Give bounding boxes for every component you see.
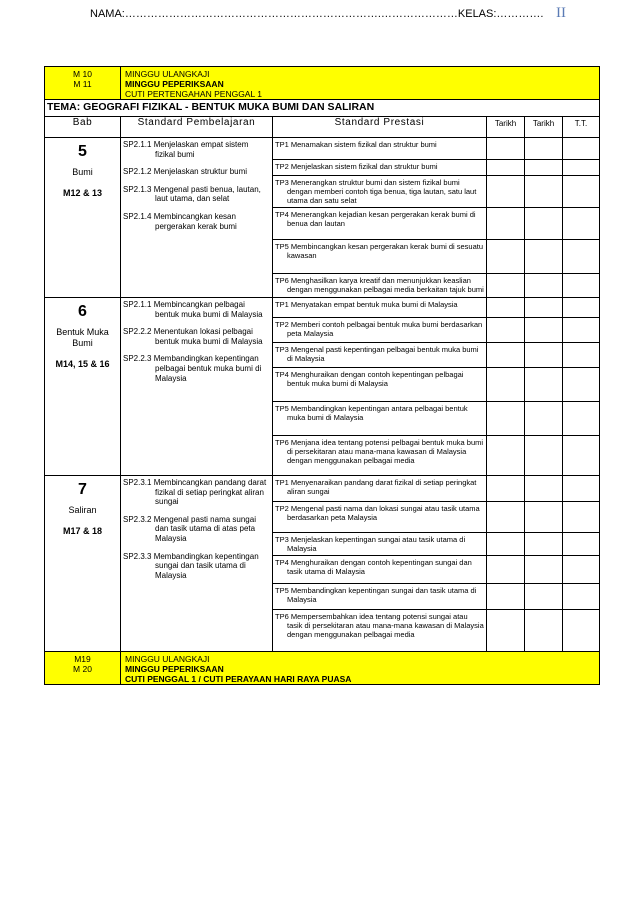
bab-name: Saliran <box>68 505 97 516</box>
sp-item: SP2.3.1 Membincangkan pandang darat fizikal di setiap peringkat aliran sungai <box>123 478 267 507</box>
tarikh-cell[interactable] <box>487 208 525 240</box>
tp-item: TP4 Menerangkan kejadian kesan pergerakan kerak bumi di benua dan lautan <box>275 210 476 228</box>
tp-item: TP4 Menghuraikan dengan contoh kepentingan pelbagai bentuk muka bumi di Malaysia <box>275 370 464 388</box>
col-tarikh-2: Tarikh <box>525 117 563 138</box>
week-info-line: CUTI PENGGAL 1 / CUTI PERAYAAN HARI RAYA PUASA <box>125 674 352 684</box>
tt-cell[interactable] <box>563 343 600 368</box>
tp-item: TP5 Membandingkan kepentingan sungai dan tasik utama di Malaysia <box>275 586 477 604</box>
tt-cell[interactable] <box>563 502 600 533</box>
tarikh-cell[interactable] <box>525 160 563 176</box>
tarikh-cell[interactable] <box>487 298 525 318</box>
sp-item: SP2.1.3 Mengenal pasti benua, lautan, laut utama, dan selat <box>123 184 261 204</box>
tp-item: TP6 Menghasilkan karya kreatif dan menunjukkan keaslian dengan menggunakan pelbagai media berkaitan tajuk bumi <box>275 276 484 294</box>
tp-item: TP2 Mengenal pasti nama dan lokasi sungai atau tasik utama berdasarkan peta Malaysia <box>275 504 480 522</box>
tarikh-cell[interactable] <box>525 436 563 476</box>
tarikh-cell[interactable] <box>525 402 563 436</box>
tarikh-cell[interactable] <box>487 368 525 402</box>
col-tarikh-1: Tarikh <box>487 117 525 138</box>
standard-prestasi-cell <box>273 610 487 652</box>
standard-prestasi-cell <box>273 436 487 476</box>
tt-cell[interactable] <box>563 584 600 610</box>
tp-row <box>45 298 600 318</box>
tarikh-cell[interactable] <box>487 436 525 476</box>
standard-pembelajaran-cell <box>121 298 273 476</box>
tt-cell[interactable] <box>563 533 600 556</box>
tp-item: TP3 Menjelaskan kepentingan sungai atau tasik utama di Malaysia <box>275 535 466 553</box>
standard-prestasi-cell <box>273 402 487 436</box>
tp-item: TP6 Mempersembahkan idea tentang potensi sungai atau tasik di persekitaran atau mana-mana kawasan di Malaysia dengan menggunakan pelbagai media <box>275 612 484 639</box>
sp-item: SP2.1.4 Membincangkan kesan pergerakan kerak bumi <box>123 211 237 231</box>
tt-cell[interactable] <box>563 274 600 298</box>
tt-cell[interactable] <box>563 318 600 343</box>
col-standard-prestasi: Standard Prestasi <box>273 117 487 138</box>
standard-prestasi-cell <box>273 138 487 160</box>
tarikh-cell[interactable] <box>525 584 563 610</box>
tarikh-cell[interactable] <box>525 502 563 533</box>
standard-prestasi-cell <box>273 176 487 208</box>
bab-number: 7 <box>78 481 87 498</box>
top-weeks-cell <box>45 67 121 100</box>
tt-cell[interactable] <box>563 476 600 502</box>
tt-cell[interactable] <box>563 610 600 652</box>
sp-item: SP2.3.3 Membandingkan kepentingan sungai dan tasik utama di Malaysia <box>123 551 259 580</box>
tarikh-cell[interactable] <box>487 274 525 298</box>
week-info-line: CUTI PERTENGAHAN PENGGAL 1 <box>125 89 262 99</box>
tp-item: TP6 Menjana idea tentang potensi pelbagai bentuk muka bumi di persekitaran atau mana-mana kawasan di Malaysia dengan menggunakan pelbagai media <box>275 438 484 465</box>
bottom-weeks-row <box>45 652 600 685</box>
tarikh-cell[interactable] <box>487 240 525 274</box>
standard-prestasi-cell <box>273 533 487 556</box>
tp-item: TP3 Mengenal pasti kepentingan pelbagai bentuk muka bumi di Malaysia <box>275 345 479 363</box>
tarikh-cell[interactable] <box>487 343 525 368</box>
standard-prestasi-cell <box>273 502 487 533</box>
standard-prestasi-cell <box>273 274 487 298</box>
bab-cell <box>45 138 121 298</box>
week-label: M 11 <box>73 79 92 89</box>
standard-prestasi-cell <box>273 476 487 502</box>
tt-cell[interactable] <box>563 556 600 584</box>
column-header-row <box>45 117 600 138</box>
week-info-line: MINGGU ULANGKAJI <box>125 654 210 664</box>
tarikh-cell[interactable] <box>487 556 525 584</box>
col-bab: Bab <box>45 117 121 138</box>
tarikh-cell[interactable] <box>487 318 525 343</box>
bab-weeks: M17 & 18 <box>62 525 103 536</box>
tarikh-cell[interactable] <box>525 610 563 652</box>
bottom-weeks-cell <box>45 652 121 685</box>
tarikh-cell[interactable] <box>525 476 563 502</box>
tarikh-cell[interactable] <box>525 208 563 240</box>
standard-prestasi-cell <box>273 318 487 343</box>
tema-title: TEMA: GEOGRAFI FIZIKAL - BENTUK MUKA BUMI DAN SALIRAN <box>45 100 600 117</box>
tp-item: TP5 Membincangkan kesan pergerakan kerak bumi di sesuatu kawasan <box>275 242 484 260</box>
tt-cell[interactable] <box>563 402 600 436</box>
tarikh-cell[interactable] <box>525 556 563 584</box>
bab-number: 5 <box>78 143 87 160</box>
week-label: M19 <box>74 654 91 664</box>
tp-item: TP2 Memberi contoh pelbagai bentuk muka bumi berdasarkan peta Malaysia <box>275 320 483 338</box>
tarikh-cell[interactable] <box>525 343 563 368</box>
tarikh-cell[interactable] <box>487 138 525 160</box>
top-weeks-row <box>45 67 600 100</box>
tarikh-cell[interactable] <box>487 160 525 176</box>
bab-cell <box>45 476 121 652</box>
standard-prestasi-cell <box>273 298 487 318</box>
week-info-line: MINGGU ULANGKAJI <box>125 69 210 79</box>
bottom-weeks-info <box>121 652 600 685</box>
tt-cell[interactable] <box>563 176 600 208</box>
tarikh-cell[interactable] <box>525 138 563 160</box>
tarikh-cell[interactable] <box>525 368 563 402</box>
tarikh-cell[interactable] <box>487 610 525 652</box>
tp-row <box>45 138 600 160</box>
tarikh-cell[interactable] <box>525 298 563 318</box>
tarikh-cell[interactable] <box>525 533 563 556</box>
tarikh-cell[interactable] <box>525 318 563 343</box>
sp-item: SP2.1.1 Membincangkan pelbagai bentuk muka bumi di Malaysia <box>123 300 263 319</box>
sp-item: SP2.1.1 Menjelaskan empat sistem fizikal bumi <box>123 140 249 159</box>
tt-cell[interactable] <box>563 368 600 402</box>
col-standard-pembelajaran: Standard Pembelajaran <box>121 117 273 138</box>
tema-row <box>45 100 600 117</box>
tarikh-cell[interactable] <box>487 402 525 436</box>
tt-cell[interactable] <box>563 208 600 240</box>
tp-item: TP1 Menamakan sistem fizikal dan struktur bumi <box>275 140 437 149</box>
tp-row <box>45 476 600 502</box>
tarikh-cell[interactable] <box>525 240 563 274</box>
standard-pembelajaran-cell <box>121 476 273 652</box>
tt-cell[interactable] <box>563 298 600 318</box>
bab-weeks: M14, 15 & 16 <box>55 358 110 369</box>
tt-cell[interactable] <box>563 138 600 160</box>
bab-name: Bumi <box>72 167 93 178</box>
tt-cell[interactable] <box>563 160 600 176</box>
tarikh-cell[interactable] <box>487 584 525 610</box>
tt-cell[interactable] <box>563 436 600 476</box>
week-info-line: MINGGU PEPERIKSAAN <box>125 664 224 674</box>
standard-prestasi-cell <box>273 240 487 274</box>
standard-prestasi-cell <box>273 343 487 368</box>
standard-prestasi-cell <box>273 556 487 584</box>
tarikh-cell[interactable] <box>525 176 563 208</box>
tarikh-cell[interactable] <box>487 176 525 208</box>
standard-prestasi-cell <box>273 584 487 610</box>
bab-weeks: M12 & 13 <box>62 187 103 198</box>
scheme-of-work-table <box>44 66 600 685</box>
tarikh-cell[interactable] <box>487 533 525 556</box>
col-tt: T.T. <box>563 117 600 138</box>
tp-item: TP5 Membandingkan kepentingan antara pelbagai bentuk muka bumi di Malaysia <box>275 404 468 422</box>
tarikh-cell[interactable] <box>487 476 525 502</box>
tp-item: TP1 Menyenaraikan pandang darat fizikal di setiap peringkat aliran sungai <box>275 478 477 496</box>
tp-item: TP2 Menjelaskan sistem fizikal dan struktur bumi <box>275 162 438 171</box>
page-number: II <box>556 5 566 21</box>
top-weeks-info <box>121 67 600 100</box>
bab-cell <box>45 298 121 476</box>
sp-item: SP2.2.3 Membandingkan kepentingan pelbagai bentuk muka bumi di Malaysia <box>123 354 262 383</box>
week-label: M 20 <box>73 664 92 674</box>
week-info-line: MINGGU PEPERIKSAAN <box>125 79 224 89</box>
tarikh-cell[interactable] <box>487 502 525 533</box>
tarikh-cell[interactable] <box>525 274 563 298</box>
standard-prestasi-cell <box>273 368 487 402</box>
week-label: M 10 <box>73 69 92 79</box>
standard-pembelajaran-cell <box>121 138 273 298</box>
bab-name: Bentuk Muka Bumi <box>56 327 109 348</box>
tp-item: TP3 Menerangkan struktur bumi dan sistem fizikal bumi dengan memberi contoh tiga benua, tiga lautan, satu laut utama dan satu selat <box>275 178 477 205</box>
tp-item: TP4 Menghuraikan dengan contoh kepentingan sungai dan tasik utama di Malaysia <box>275 558 472 576</box>
student-name-class-line: NAMA:…………………………………………………………….…………………KELAS:…………. <box>90 8 544 20</box>
standard-prestasi-cell <box>273 208 487 240</box>
bab-number: 6 <box>78 303 87 320</box>
sp-item: SP2.2.2 Menentukan lokasi pelbagai bentuk muka bumi di Malaysia <box>123 327 263 346</box>
sp-item: SP2.3.2 Mengenal pasti nama sungai dan tasik utama di atas peta Malaysia <box>123 514 256 543</box>
sp-item: SP2.1.2 Menjelaskan struktur bumi <box>123 167 248 177</box>
tp-item: TP1 Menyatakan empat bentuk muka bumi di Malaysia <box>275 300 458 309</box>
standard-prestasi-cell <box>273 160 487 176</box>
tt-cell[interactable] <box>563 240 600 274</box>
